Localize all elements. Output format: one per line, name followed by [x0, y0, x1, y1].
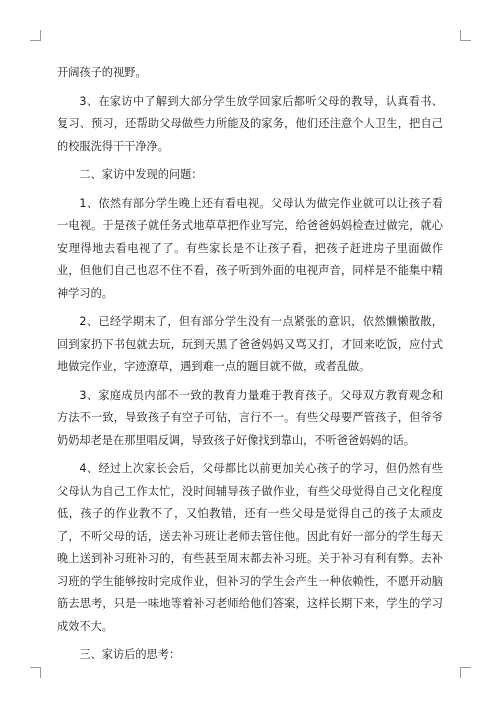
section-heading-reflection: 三、家访后的思考：: [79, 648, 181, 661]
paragraph-point-3: 3、在家访中了解到大部分学生放学回家后都听父母的教导，认真看书、复习、预习，还帮助父母做些力所能及的家务，他们还注意个人卫生，把自己的校服洗得干干净净。: [57, 94, 443, 153]
paragraph-problem-3: 3、家庭成员内部不一致的教育力量难于教育孩子。父母双方教育观念和方法不一致，导致孩子有空子可钻，言行不一。有些父母要严管孩子，但爷爷奶奶却老是在那里唱反调，导致孩子好像找到靠山，不听爸爸妈妈的话。: [57, 388, 443, 447]
crop-mark-bottom-right: [460, 667, 471, 678]
crop-mark-top-right: [460, 30, 471, 41]
paragraph-problem-1: 1、依然有部分学生晚上还有看电视。父母认为做完作业就可以让孩子看一电视。于是孩子就任务式地草草把作业写完，给爸爸妈妈检查过做完，就心安理得地去看电视了了。有些家长是不让孩子看，把孩子赶进房子里面做作业，但他们自己也忍不住不看，孩子听到外面的电视声音，同样是不能集中精神学习的。: [57, 196, 443, 300]
paragraph-problem-4: 4、经过上次家长会后，父母都比以前更加关心孩子的学习，但仍然有些父母认为自己工作太忙，没时间辅导孩子做作业，有些父母觉得自己文化程度低，孩子的作业教不了，又怕教错，还有一些父母是觉得自己的孩子太顽皮了，不听父母的话，送去补习班让老师去管住他。因此有好一部分的学生每天晚上送到补习班补习的，有些甚至周末都去补习班。关于补习有利有弊。去补习班的学生能够按时完成作业，但补习的学生会产生一种依赖性，不愿开动脑筋去思考，只是一味地等着补习老师给他们答案，这样长期下来，学生的学习成效不大。: [57, 462, 443, 633]
crop-mark-top-left: [30, 30, 41, 41]
paragraph-continuation: 开阔孩子的视野。: [57, 66, 147, 79]
section-heading-problems: 二、家访中发现的问题：: [79, 168, 203, 181]
paragraph-problem-2: 2、已经学期末了，但有部分学生没有一点紧张的意识，依然懒懒散散，回到家扔下书包就去玩，玩到天黑了爸爸妈妈又骂又打，才回来吃饭，应付式地做完作业，字迹潦草，遇到难一点的题目就不做，或者乱做。: [57, 315, 443, 373]
document-page: [57, 62, 443, 673]
crop-mark-bottom-left: [30, 667, 41, 678]
